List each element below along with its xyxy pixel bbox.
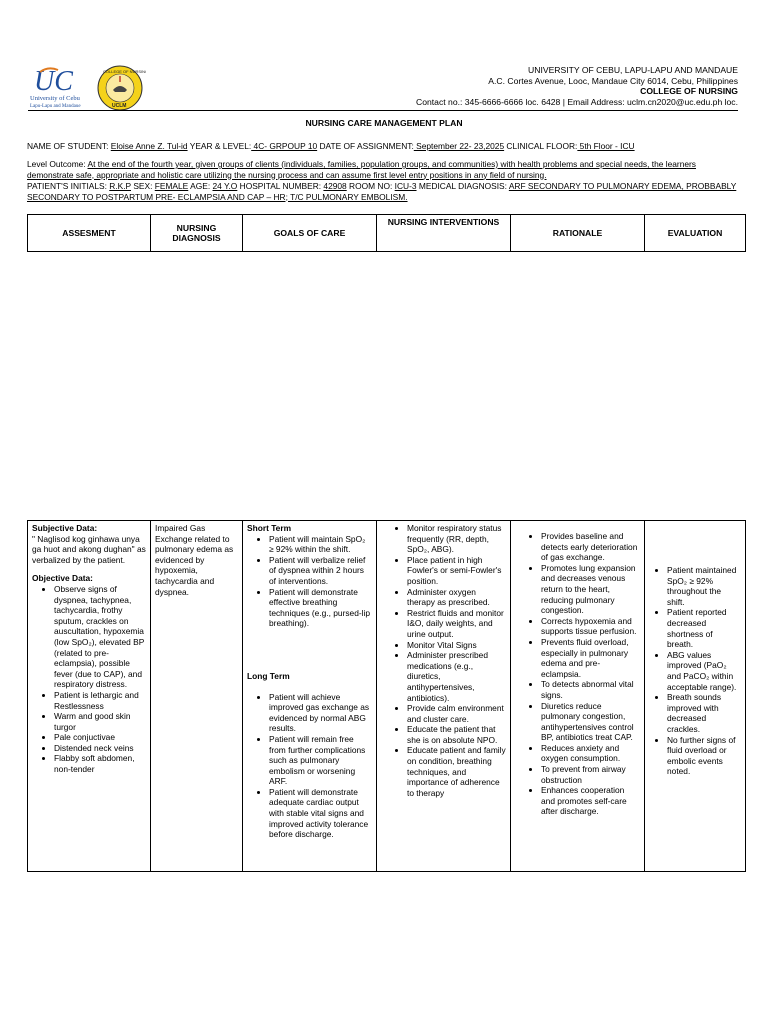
subjective-text: " Naglisod kog ginhawa unya ga huot and akong dughan" as verbalized by the patient. — [32, 533, 146, 565]
list-item: • Patient will achieve improved gas exchange as evidenced by normal ABG results. — [269, 692, 372, 734]
university-name: UNIVERSITY OF CEBU, LAPU-LAPU AND MANDAUE — [528, 65, 738, 75]
list-item: • Place patient in high Fowler's or semi-Fowler's position. — [407, 555, 506, 587]
list-item: • Provides baseline and detects early deterioration of gas exchange. — [541, 531, 640, 563]
evaluation-cell — [645, 521, 746, 872]
evaluation-list — [649, 565, 741, 777]
diagnosis-cell — [151, 521, 243, 872]
list-item: • Distended neck veins — [54, 743, 146, 754]
header-block — [318, 65, 738, 107]
list-item: • Administer oxygen therapy as prescribed. — [407, 587, 506, 608]
short-term-label: Short Term — [247, 523, 292, 533]
list-item: • Administer prescribed medications (e.g., diuretics, antihypertensives, antibiotics). — [407, 650, 506, 703]
medical-diagnosis: ARF SECONDARY TO PULMONARY EDEMA, PROBBABLY SECONDARY TO POSTPARTUM PRE- ECLAMPSIA AND CAP – HR; T/C PULMONARY EMBOLISM. — [27, 181, 737, 202]
year-label: YEAR & LEVEL: — [187, 141, 252, 151]
patient-info — [27, 181, 739, 202]
list-item: • Educate the patient that she is on absolute NPO. — [407, 724, 506, 745]
patient-age: 24 Y.O — [212, 181, 238, 191]
student-info-line — [27, 141, 742, 152]
long-term-label: Long Term — [247, 670, 290, 681]
long-term-list — [247, 692, 372, 840]
contact-info: Contact no.: 345-6666-6666 loc. 6428 | Email Address: uclm.cn2020@uc.edu.ph loc. — [416, 96, 738, 107]
seal-bottom: UCLM — [112, 103, 127, 109]
list-item: • Warm and good skin turgor — [54, 711, 146, 732]
assignment-date: September 22- 23,2025 — [413, 141, 505, 151]
list-item: • Patient will maintain SpO₂ ≥ 92% within the shift. — [269, 534, 372, 555]
page-title: NURSING CARE MANAGEMENT PLAN — [305, 118, 463, 128]
university-logos — [28, 64, 146, 110]
columns-header-table — [27, 214, 746, 252]
objective-label: Objective Data: — [32, 573, 93, 584]
diagnosis-text: Impaired Gas Exchange related to pulmonary edema as evidenced by hypoxemia, tachycardia and dyspnea. — [155, 523, 234, 597]
uc-logo-text: UC — [34, 66, 73, 97]
college-name: COLLEGE OF NURSING — [640, 86, 738, 96]
list-item: • Provide calm environment and cluster care. — [407, 703, 506, 724]
list-item: • Patient will demonstrate adequate cardiac output with stable vital signs and improved activity tolerance before discharge. — [269, 787, 372, 840]
subjective-label: Subjective Data: — [32, 523, 98, 533]
uc-logo-icon — [28, 64, 146, 110]
room-label: ROOM NO: — [346, 181, 395, 191]
age-label: AGE: — [188, 181, 213, 191]
assessment-cell — [28, 521, 151, 872]
level-outcome — [27, 159, 739, 180]
column-header-evaluation: EVALUATION — [645, 215, 746, 252]
short-term-list — [247, 534, 372, 629]
student-label: NAME OF STUDENT: — [27, 141, 111, 151]
objective-list — [32, 584, 146, 775]
university-address: A.C. Cortes Avenue, Looc, Mandaue City 6014, Cebu, Philippines — [488, 75, 738, 86]
list-item: • Monitor Vital Signs — [407, 640, 506, 651]
column-header-goals: GOALS OF CARE — [243, 215, 377, 252]
list-item: • Patient maintained SpO₂ ≥ 92% throughout the shift. — [667, 565, 741, 607]
uc-logo-caption: University of Cebu — [30, 95, 80, 102]
date-label: DATE OF ASSIGNMENT: — [317, 141, 414, 151]
list-item: • Educate patient and family on condition, breathing techniques, and importance of adherence to therapy — [407, 745, 506, 798]
student-name: Eloise Anne Z. Tul-id — [110, 141, 188, 151]
care-plan-table — [27, 520, 746, 872]
room-number: ICU-3 — [394, 181, 417, 191]
hospital-number: 42908 — [323, 181, 347, 191]
patient-sex: FEMALE — [154, 181, 189, 191]
list-item: • Patient is lethargic and Restlessness — [54, 690, 146, 711]
list-item: • To prevent from airway obstruction — [541, 764, 640, 785]
sex-label: SEX: — [131, 181, 155, 191]
rationale-cell — [511, 521, 645, 872]
interventions-list — [381, 523, 506, 798]
list-item: • Monitor respiratory status frequently (RR, depth, SpO₂, ABG). — [407, 523, 506, 555]
seal-text: COLLEGE OF NURSING — [103, 69, 146, 74]
list-item: • Patient will demonstrate effective breathing techniques (e.g., pursed-lip breathing). — [269, 587, 372, 629]
list-item: • Breath sounds improved with decreased crackles. — [667, 692, 741, 734]
interventions-cell — [377, 521, 511, 872]
hospital-label: HOSPITAL NUMBER: — [237, 181, 324, 191]
list-item: • To detects abnormal vital signs. — [541, 679, 640, 700]
list-item: • Patient will verbalize relief of dyspnea within 2 hours of interventions. — [269, 555, 372, 587]
list-item: • Prevents fluid overload, especially in pulmonary edema and pre-eclampsia. — [541, 637, 640, 679]
clinical-floor: 5th Floor - ICU — [577, 141, 635, 151]
list-item: • Enhances cooperation and promotes self-care after discharge. — [541, 785, 640, 817]
year-level: 4C- GRPOUP 10 — [251, 141, 318, 151]
list-item: • Flabby soft abdomen, non-tender — [54, 753, 146, 774]
initials-label: PATIENT'S INITIALS: — [27, 181, 110, 191]
patient-initials: R.K.P — [109, 181, 131, 191]
column-header-rationale: RATIONALE — [511, 215, 645, 252]
list-item: • Pale conjuctivae — [54, 732, 146, 743]
goals-cell — [243, 521, 377, 872]
outcome-text: At the end of the fourth year, given groups of clients (individuals, families, population groups, and communities) with health problems and special needs, the learners demonstrate safe, appropriate and holistic care utilizing the nursing process and can assume first level entry positions in any field of nursing. — [27, 159, 696, 180]
column-header-interventions: NURSING INTERVENTIONS — [377, 215, 511, 252]
list-item: • Patient will remain free from further complications such as pulmonary embolism or worsening ARF. — [269, 734, 372, 787]
list-item: • No further signs of fluid overload or embolic events noted. — [667, 735, 741, 777]
uc-logo-caption2: Lapu-Lapu and Mandaue — [30, 104, 81, 109]
list-item: • Reduces anxiety and oxygen consumption. — [541, 743, 640, 764]
floor-label: CLINICAL FLOOR: — [504, 141, 578, 151]
diagnosis-label: MEDICAL DIAGNOSIS: — [416, 181, 509, 191]
list-item: • Diuretics reduce pulmonary congestion, antihypertensives control BP, antibiotics treat CAP. — [541, 701, 640, 743]
header-rule — [28, 110, 738, 111]
list-item: • Restrict fluids and monitor I&O, daily weights, and urine output. — [407, 608, 506, 640]
list-item: • Promotes lung expansion and decreases venous return to the heart, reducing pulmonary congestion. — [541, 563, 640, 616]
outcome-label: Level Outcome: — [27, 159, 88, 169]
column-header-assessment: ASSESMENT — [28, 215, 151, 252]
rationale-list — [515, 531, 640, 817]
column-header-diagnosis: NURSING DIAGNOSIS — [151, 215, 243, 252]
list-item: • Corrects hypoxemia and supports tissue perfusion. — [541, 616, 640, 637]
list-item: • Observe signs of dyspnea, tachypnea, tachycardia, frothy sputum, crackles on auscultation, hypoxemia (low SpO₂), elevated BP (related to pre-eclampsia), possible fever (due to CAP), and respiratory distress. — [54, 584, 146, 690]
list-item: • ABG values improved (PaO₂ and PaCO₂ within acceptable range). — [667, 650, 741, 692]
list-item: • Patient reported decreased shortness of breath. — [667, 607, 741, 649]
